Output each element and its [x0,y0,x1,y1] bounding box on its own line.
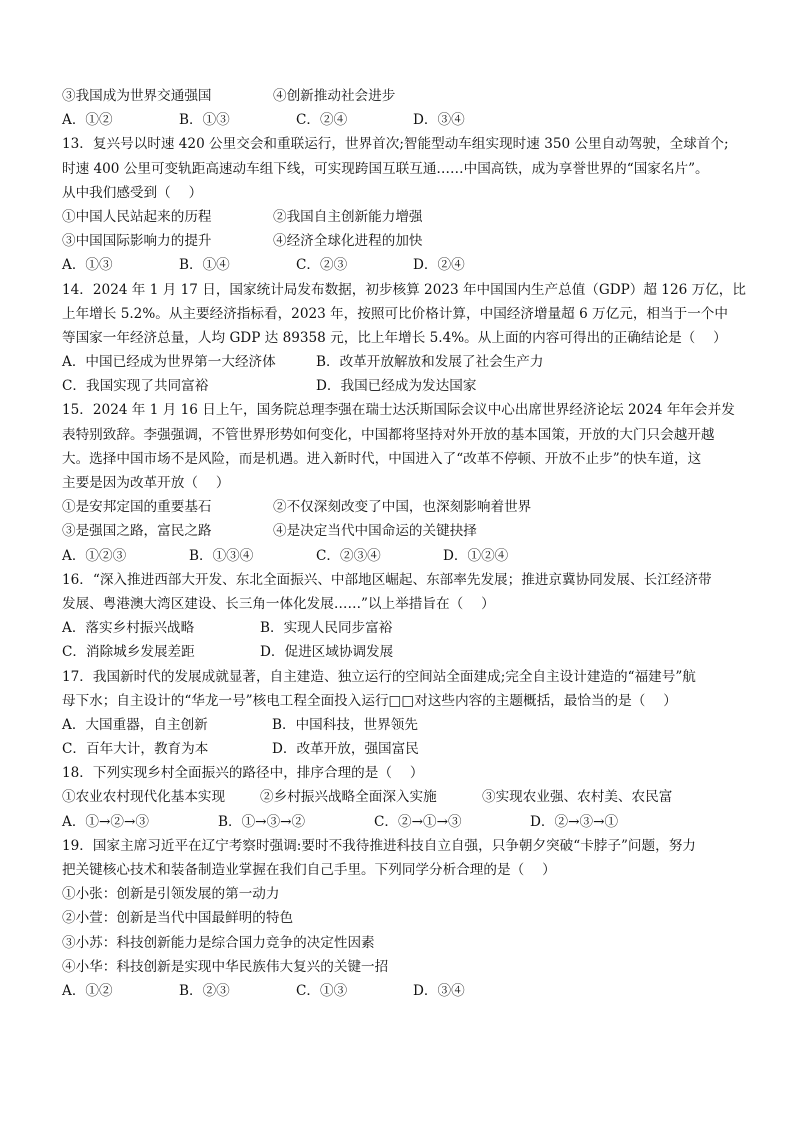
q15-option-d: D．①②④ [443,547,509,564]
q13-item-3: ③中国国际影响力的提升 [62,233,212,250]
q13-stem-line-2: 时速 400 公里可变轨距高速动车组下线，可实现跨国互联互通……中国高铁，成为享誉世界的“国家名片”。 [62,160,709,177]
q16-stem-line-1: 16．“深入推进西部大开发、东北全面振兴、中部地区崛起、东部率先发展；推进京冀协同发展、长江经济带 [62,571,712,588]
q14-options-row [62,374,732,398]
q18-stem-line-1: 18．下列实现乡村全面振兴的路径中，排序合理的是（ ） [62,765,424,782]
q18-options [62,810,732,834]
q19-options [62,979,732,1003]
q15-option-c: C．②③④ [316,547,381,564]
q16-option-b: B．实现人民同步富裕 [260,620,393,637]
q17-option-b: B．中国科技，世界领先 [272,716,418,733]
q13-option-a: A．①③ [62,257,113,274]
q14-option-c: C．我国实现了共同富裕 [62,378,209,395]
q14-option-d: D．我国已经成为发达国家 [316,378,477,395]
q14-option-a: A．中国已经成为世界第一大经济体 [62,354,276,371]
q16-options-row [62,616,732,640]
q19-stem-line-1: 19．国家主席习近平在辽宁考察时强调:要时不我待推进科技自立自强，只争朝夕突破“卡脖子”问题，努力 [62,837,696,854]
q15-item-3: ③是强国之路，富民之路 [62,523,212,540]
q19-item-3: ③小苏：科技创新能力是综合国力竞争的决定性因素 [62,934,375,951]
q19-item-4: ④小华：科技创新是实现中华民族伟大复兴的关键一招 [62,958,389,975]
q15-option-b: B．①③④ [189,547,254,564]
q17-stem-line-1: 17．我国新时代的发展成就显著，自主建造、独立运行的空间站全面建成;完全自主设计建造的“福建号”航 [62,668,696,685]
q14-option-b: B．改革开放解放和发展了社会生产力 [316,354,544,371]
q17-stem-line-2: 母下水；自主设计的“华龙一号”核电工程全面投入运行□□对这些内容的主题概括，最恰当的是（ ） [62,692,677,709]
q18-items-row [62,785,732,809]
q13-option-c: C．②③ [296,257,348,274]
q15-items-row [62,495,732,519]
q13-stem-line-3: 从中我们感受到（ ） [62,184,203,201]
q15-item-4: ④是决定当代中国命运的关键抉择 [273,523,477,540]
q13-items-row [62,229,732,253]
q15-stem-line-1: 15．2024 年 1 月 16 日上午，国务院总理李强在瑞士达沃斯国际会议中心出席世界经济论坛 2024 年年会并发 [62,402,735,419]
q19-option-c: C．①③ [296,982,348,999]
q12-item-3: ③我国成为世界交通强国 [62,88,212,104]
q13-item-4: ④经济全球化进程的加快 [273,233,423,250]
q12-item-4: ④创新推动社会进步 [273,88,396,104]
q17-options-row [62,713,732,737]
q15-item-1: ①是安邦定国的重要基石 [62,499,212,516]
q18-option-d: D．②→③→① [530,813,619,830]
q18-item-1: ①农业农村现代化基本实现 [62,789,226,806]
q12-option-b: B．①③ [179,112,230,129]
q14-options-row [62,350,732,374]
q15-items-row [62,519,732,543]
q16-stem-line-2: 发展、粤港澳大湾区建设、长三角一体化发展……”以上举措旨在（ ） [62,595,495,612]
q13-item-2: ②我国自主创新能力增强 [273,208,423,225]
q19-option-a: A．①② [62,982,113,999]
q17-options-row [62,737,732,761]
q19-item-1: ①小张：创新是引领发展的第一动力 [62,886,280,903]
q13-option-d: D．②④ [413,257,465,274]
q12-option-c: C．②④ [296,112,348,129]
q12-option-d: D．③④ [413,112,465,129]
q13-options [62,253,732,277]
q15-stem-line-3: 大。选择中国市场不是风险，而是机遇。进入新时代，中国进入了“改革不停顿、开放不止步”的快车道，这 [62,450,702,467]
q15-stem-line-4: 主要是因为改革开放（ ） [62,475,230,491]
q19-stem-line-2: 把关键核心技术和装备制造业掌握在我们自己手里。下列同学分析合理的是（ ） [62,862,556,878]
q16-option-c: C．消除城乡发展差距 [62,644,195,661]
q18-option-b: B．①→③→② [218,813,306,830]
q16-option-d: D．促进区域协调发展 [260,644,394,661]
q14-stem-line-2: 上年增长 5.2%。从主要经济指标看，2023 年，按照可比价格计算，中国经济增量超 6 万亿元，相当于一个中 [62,305,728,322]
q13-option-b: B．①④ [179,257,230,274]
q12-options [62,108,732,132]
q15-options [62,544,732,568]
q18-item-3: ③实现农业强、农村美、农民富 [482,789,673,806]
q17-option-d: D．改革开放，强国富民 [272,741,419,758]
q16-options-row [62,640,732,664]
q13-items-row [62,205,732,229]
q17-option-a: A．大国重器，自主创新 [62,716,208,733]
q18-option-c: C．②→①→③ [374,813,462,830]
q13-stem-line-1: 13．复兴号以时速 420 公里交会和重联运行，世界首次;智能型动车组实现时速 350 公里自动驾驶，全球首个; [62,136,729,153]
q13-item-1: ①中国人民站起来的历程 [62,208,212,225]
q17-option-c: C．百年大计，教育为本 [62,741,209,758]
q12-items-row [62,84,732,108]
q19-option-d: D．③④ [413,982,465,999]
q15-stem-line-2: 表特别致辞。李强强调，不管世界形势如何变化，中国都将坚持对外开放的基本国策，开放的大门只会越开越 [62,426,715,443]
q19-item-2: ②小萱：创新是当代中国最鲜明的特色 [62,910,294,927]
q12-option-a: A．①② [62,112,113,129]
q14-stem-line-3: 等国家一年经济总量，人均 GDP 达 89358 元，比上年增长 5.4%。从上面的内容可得出的正确结论是（ ） [62,329,727,346]
q18-item-2: ②乡村振兴战略全面深入实施 [260,789,437,806]
q16-option-a: A．落实乡村振兴战略 [62,620,195,637]
q15-option-a: A．①②③ [62,547,127,564]
q14-stem-line-1: 14．2024 年 1 月 17 日，国家统计局发布数据，初步核算 2023 年中国国内生产总值（GDP）超 126 万亿，比 [62,281,746,298]
q15-item-2: ②不仅深刻改变了中国，也深刻影响着世界 [273,499,532,516]
exam-page [62,84,746,1003]
q18-option-a: A．①→②→③ [62,813,149,830]
q19-option-b: B．②③ [179,982,230,999]
